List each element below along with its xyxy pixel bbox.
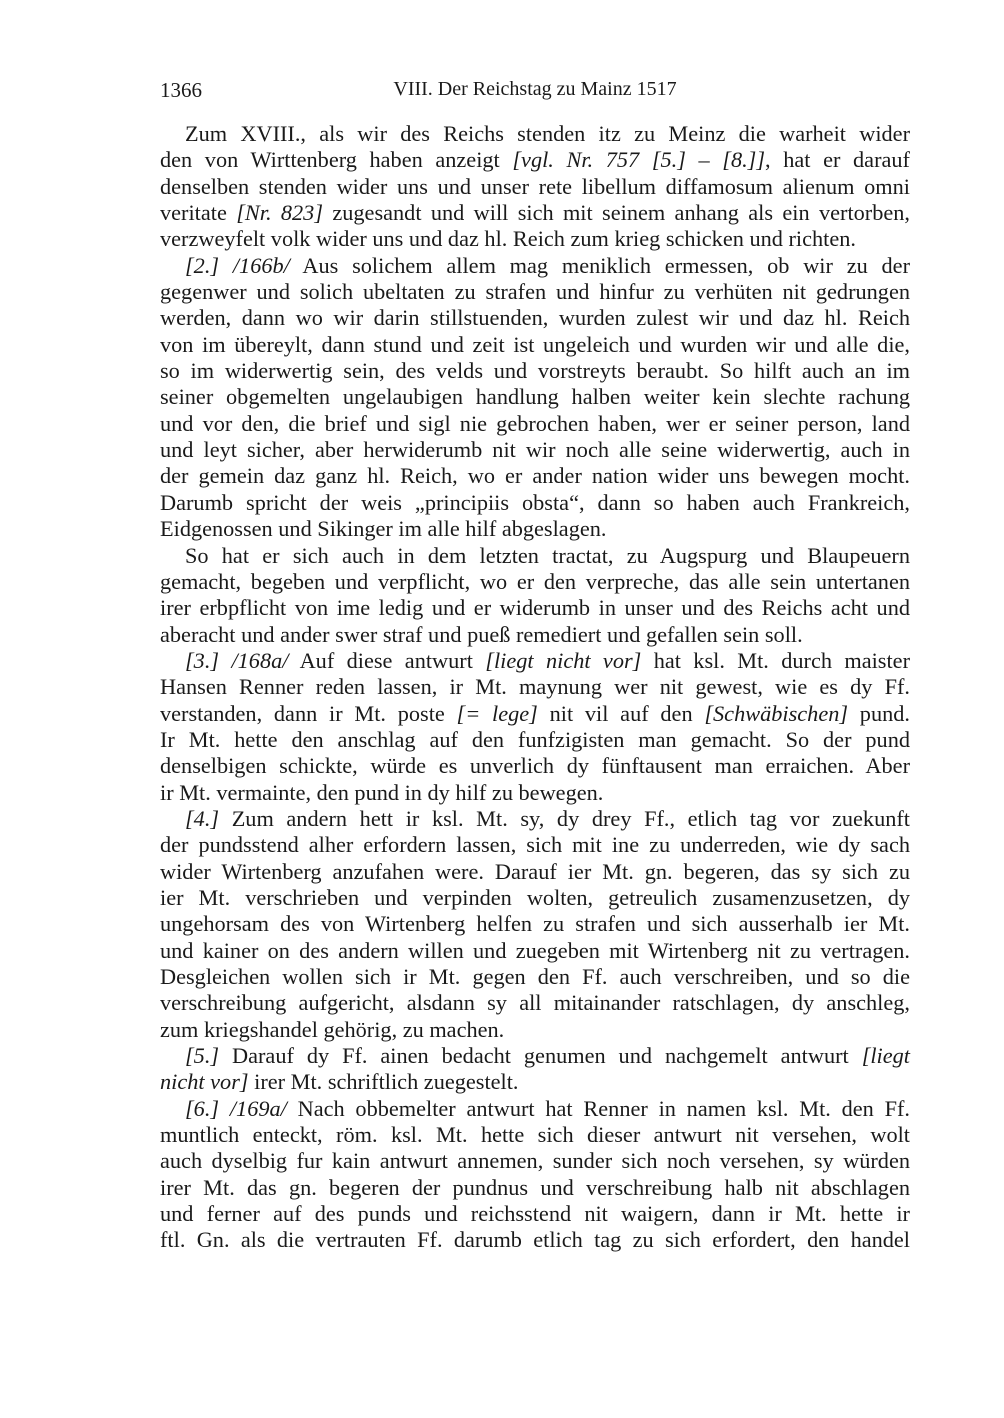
editorial-note: [6.] /169a/ xyxy=(185,1095,287,1121)
text-run: seiner obgemelten ungelaubigen handlung halben weiter kein slechte rachung xyxy=(160,384,910,410)
text-line xyxy=(160,490,910,516)
text-line xyxy=(160,174,910,200)
paragraph xyxy=(160,121,910,253)
text-line xyxy=(160,674,910,700)
editorial-note: [Nr. 823] xyxy=(236,200,324,226)
paragraph xyxy=(160,1043,910,1096)
running-head: VIII. Der Reichstag zu Mainz 1517 xyxy=(393,78,677,100)
text-line xyxy=(160,1201,910,1227)
text-line xyxy=(160,384,910,410)
text-line xyxy=(160,1017,910,1043)
text-line xyxy=(160,332,910,358)
text-run: werden, dann wo wir darin stillstuenden, wurden zulest wir und daz hl. Reich xyxy=(160,305,910,331)
editorial-note: [Schwäbischen] xyxy=(704,700,849,726)
text-line xyxy=(160,279,910,305)
text-line xyxy=(160,463,910,489)
text-run: und kainer on des andern willen und zuegeben mit Wirtenberg nit zu vertragen. xyxy=(160,937,910,963)
text-line xyxy=(160,990,910,1016)
text-run: zugesandt und will sich mit seinem anhang als ein vertorben, xyxy=(323,200,910,226)
text-line xyxy=(160,1148,910,1174)
text-run: und vor den, die brief und sigl nie gebrochen haben, wer er seiner person, land xyxy=(160,410,910,436)
text-line xyxy=(160,806,910,832)
text-line xyxy=(160,1043,910,1069)
text-run: verzweyfelt volk wider uns und daz hl. Reich zum krieg schicken und richten. xyxy=(160,226,856,252)
paragraph xyxy=(160,648,910,806)
text-run: auch dyselbig fur kain antwurt annemen, sunder sich noch versehen, sy würden xyxy=(160,1148,910,1174)
text-line xyxy=(160,780,910,806)
text-line xyxy=(160,1069,910,1095)
editorial-note: [5.] xyxy=(185,1043,220,1069)
text-run: aberacht und ander swer straf und pueß remediert und gefallen sein soll. xyxy=(160,621,803,647)
text-run: ftl. Gn. als die vertrauten Ff. darumb etlich tag zu sich erfordert, den handel xyxy=(160,1227,910,1253)
editorial-note: [liegt nicht vor] xyxy=(485,647,642,673)
text-run: und ferner auf des punds und reichsstend nit waigern, dann ir Mt. hette ir xyxy=(160,1201,910,1227)
text-line xyxy=(160,253,910,279)
paragraph xyxy=(160,543,910,648)
editorial-note: [liegt xyxy=(861,1043,910,1069)
text-line xyxy=(160,543,910,569)
text-run: von im übereylt, dann stund und zeit ist ungeleich und wurden wir und alle die, xyxy=(160,331,910,357)
text-run: gegenwer und solich ubeltaten zu strafen und hinfur zu verhüten nit gedrungen xyxy=(160,279,910,305)
text-run: pund. xyxy=(848,700,910,726)
text-run: So hat er sich auch in dem letzten tractat, zu Augspurg und Blaupeuern xyxy=(185,542,910,568)
text-run: Aus solichem allem mag meniklich ermessen, ob wir zu der xyxy=(289,252,910,278)
editorial-note: [3.] /168a/ xyxy=(185,647,289,673)
text-line xyxy=(160,595,910,621)
text-run: ier Mt. verschrieben und verpinden wolten, getreulich zusamenzusetzen, dy xyxy=(160,884,910,910)
text-run: irer Mt. das gn. begeren der pundnus und verschreibung halb nit abschlagen xyxy=(160,1174,910,1200)
text-run: muntlich enteckt, röm. ksl. Mt. hette sich dieser antwurt nit versehen, wolt xyxy=(160,1122,910,1148)
text-run: Darauf dy Ff. ainen bedacht genumen und nachgemelt antwurt xyxy=(219,1043,862,1069)
text-run: irer erbpflicht von ime ledig und er widerumb in unser und des Reichs acht und xyxy=(160,595,910,621)
body-text xyxy=(160,121,910,1254)
text-line xyxy=(160,753,910,779)
text-run: der pundsstend alher erfordern lassen, sich mit ine zu underreden, wie dy sach xyxy=(160,832,910,858)
text-run: denselben stenden wider uns und unser rete libellum diffamosum alienum omni xyxy=(160,173,910,199)
text-line xyxy=(160,147,910,173)
editorial-note: [= lege] xyxy=(456,700,538,726)
paragraph xyxy=(160,806,910,1043)
text-line xyxy=(160,911,910,937)
text-run: nit vil auf den xyxy=(537,700,705,726)
text-run: verstanden, dann ir Mt. poste xyxy=(160,700,457,726)
text-run: und leyt sicher, aber herwiderumb nit wir noch alle seine widerwertig, auch in xyxy=(160,437,910,463)
text-run: Ir Mt. hette den anschlag auf den funfzigisten man gemacht. So der pund xyxy=(160,726,910,752)
text-run: gemacht, begeben und verpflicht, wo er den verpreche, das alle sein untertanen xyxy=(160,568,910,594)
editorial-note: nicht vor] xyxy=(160,1069,249,1095)
text-line xyxy=(160,121,910,147)
text-line xyxy=(160,885,910,911)
text-run: verschreibung aufgericht, alsdann sy all mitainander ratschlagen, dy anschleg, xyxy=(160,990,910,1016)
text-run: ir Mt. vermainte, den pund in dy hilf zu bewegen. xyxy=(160,779,604,805)
text-line xyxy=(160,1122,910,1148)
text-line xyxy=(160,437,910,463)
paragraph xyxy=(160,253,910,543)
text-run: den von Wirttenberg haben anzeigt xyxy=(160,147,513,173)
text-run: denselbigen schickte, würde es unverlich dy fünftausent man erraichen. Aber xyxy=(160,753,910,779)
text-run: Hansen Renner reden lassen, ir Mt. maynung wer nit gewest, wie es dy Ff. xyxy=(160,674,910,700)
text-line xyxy=(160,859,910,885)
page-number: 1366 xyxy=(160,78,202,102)
text-line xyxy=(160,200,910,226)
text-line xyxy=(160,411,910,437)
text-line xyxy=(160,226,910,252)
text-run: Nach obbemelter antwurt hat Renner in namen ksl. Mt. den Ff. xyxy=(286,1095,910,1121)
text-line xyxy=(160,938,910,964)
text-line xyxy=(160,305,910,331)
text-run: Eidgenossen und Sikinger im alle hilf abgeslagen. xyxy=(160,516,607,542)
text-line xyxy=(160,569,910,595)
text-line xyxy=(160,1227,910,1253)
text-run: Darumb spricht der weis „principiis obsta“, dann so haben auch Frankreich, xyxy=(160,489,910,515)
page-header xyxy=(160,78,910,108)
text-run: veritate xyxy=(160,200,237,226)
text-line xyxy=(160,1175,910,1201)
text-line xyxy=(160,832,910,858)
text-line xyxy=(160,622,910,648)
text-run: wider Wirtenberg anzufahen were. Darauf ier Mt. gn. begeren, das sy sich zu xyxy=(160,858,910,884)
text-line xyxy=(160,1096,910,1122)
text-run: Desgleichen wollen sich ir Mt. gegen den Ff. auch verschreiben, und so die xyxy=(160,964,910,989)
text-line xyxy=(160,964,910,990)
editorial-note: [vgl. Nr. 757 [5.] – [8.]] xyxy=(512,147,766,173)
editorial-note: [4.] xyxy=(185,805,220,831)
text-line xyxy=(160,701,910,727)
text-line xyxy=(160,358,910,384)
text-run: Auf diese antwurt xyxy=(288,647,486,673)
text-run: Zum andern hett ir ksl. Mt. sy, dy drey Ff., etlich tag vor zuekunft xyxy=(219,805,910,831)
text-run: zum kriegshandel gehörig, zu machen. xyxy=(160,1016,505,1042)
editorial-note: [2.] /166b/ xyxy=(185,252,290,278)
paragraph xyxy=(160,1096,910,1254)
text-line xyxy=(160,516,910,542)
text-line xyxy=(160,648,910,674)
text-run: hat ksl. Mt. durch maister xyxy=(641,647,911,673)
text-run: ungehorsam des von Wirtenberg helfen zu strafen und sich ausserhalb ier Mt. xyxy=(160,911,910,937)
text-run: der gemein daz ganz hl. Reich, wo er ander nation wider uns bewegen mocht. xyxy=(160,463,910,489)
text-run: so im widerwertig sein, des velds und vorstreyts beraubt. So hilft auch an im xyxy=(160,358,910,384)
text-run: , hat er darauf xyxy=(765,147,910,173)
text-line xyxy=(160,727,910,753)
text-run: Zum XVIII., als wir des Reichs stenden itz zu Meinz die warheit wider xyxy=(185,121,910,146)
text-run: irer Mt. schriftlich zuegestelt. xyxy=(248,1069,519,1095)
